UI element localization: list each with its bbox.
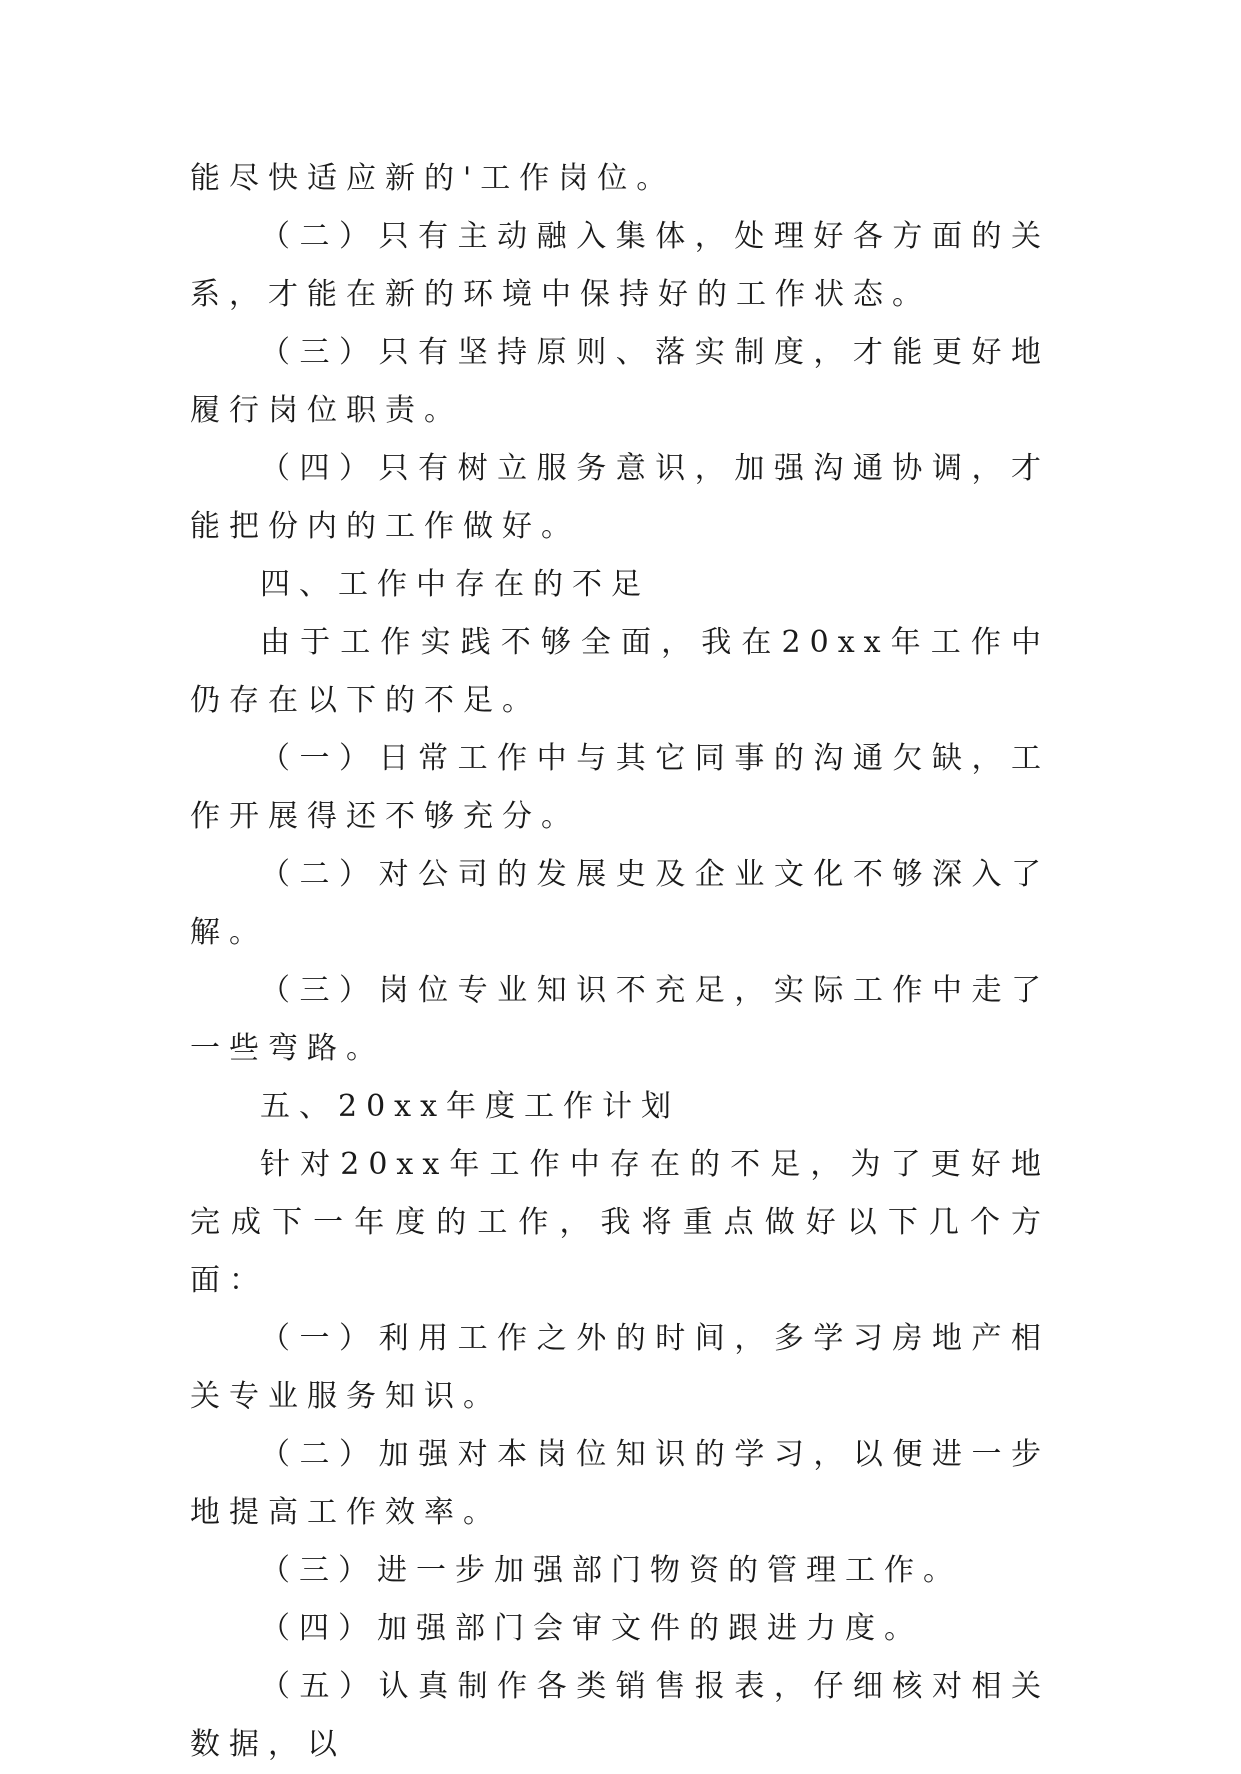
document-body <box>190 150 1050 1774</box>
paragraph-14: （三）进一步加强部门物资的管理工作。 <box>260 1553 962 1588</box>
paragraph-15: （四）加强部门会审文件的跟进力度。 <box>260 1611 923 1646</box>
paragraph-3: （三）只有坚持原则、落实制度，才能更好地履行岗位职责。 <box>190 335 1050 428</box>
paragraph-7: （一）日常工作中与其它同事的沟通欠缺，工作开展得还不够充分。 <box>190 741 1050 834</box>
paragraph-8: （二）对公司的发展史及企业文化不够深入了解。 <box>190 857 1050 950</box>
paragraph-2: （二）只有主动融入集体，处理好各方面的关系，才能在新的环境中保持好的工作状态。 <box>190 219 1050 312</box>
paragraph-4: （四）只有树立服务意识，加强沟通协调，才能把份内的工作做好。 <box>190 451 1050 544</box>
section-heading-5: 五、20xx年度工作计划 <box>260 1089 681 1124</box>
paragraph-11: 针对20xx年工作中存在的不足，为了更好地完成下一年度的工作，我将重点做好以下几个方面： <box>190 1147 1050 1298</box>
paragraph-16: （五）认真制作各类销售报表，仔细核对相关数据，以 <box>190 1669 1050 1762</box>
paragraph-1: 能尽快适应新的'工作岗位。 <box>190 161 676 196</box>
paragraph-6: 由于工作实践不够全面，我在20xx年工作中仍存在以下的不足。 <box>190 625 1050 718</box>
paragraph-13: （二）加强对本岗位知识的学习，以便进一步地提高工作效率。 <box>190 1437 1050 1530</box>
section-heading-4: 四、工作中存在的不足 <box>260 567 650 602</box>
paragraph-12: （一）利用工作之外的时间，多学习房地产相关专业服务知识。 <box>190 1321 1050 1414</box>
paragraph-9: （三）岗位专业知识不充足，实际工作中走了一些弯路。 <box>190 973 1050 1066</box>
